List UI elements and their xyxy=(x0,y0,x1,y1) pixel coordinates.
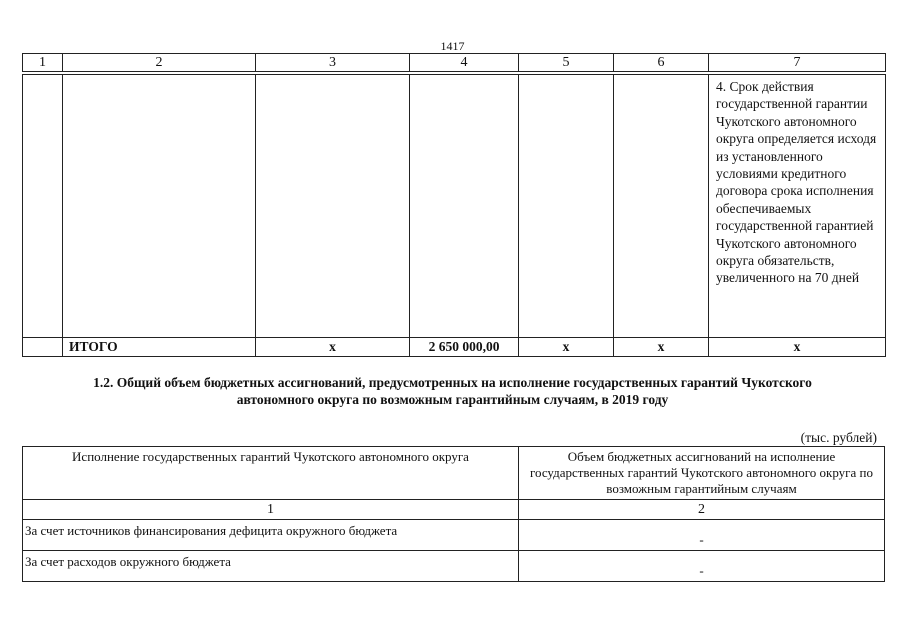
total-col7: x xyxy=(709,338,886,357)
total-amount: 2 650 000,00 xyxy=(410,338,519,357)
table-cell xyxy=(614,75,709,338)
column-number: 5 xyxy=(519,54,614,72)
column-number: 2 xyxy=(519,500,885,520)
table2 xyxy=(22,446,885,582)
column-number: 2 xyxy=(63,54,256,72)
total-col5: x xyxy=(519,338,614,357)
column-numbers-row xyxy=(23,500,885,520)
row-value: - xyxy=(519,551,885,582)
column-number: 1 xyxy=(23,54,63,72)
row-label: За счет расходов окружного бюджета xyxy=(23,551,519,582)
total-col3: x xyxy=(256,338,410,357)
header-col2: Объем бюджетных ассигнований на исполнение государственных гарантий Чукотского автономного округа по возможным гарантийным случаям xyxy=(519,447,885,500)
table-header-row xyxy=(23,447,885,500)
total-label: ИТОГО xyxy=(63,338,256,357)
table-cell xyxy=(256,75,410,338)
row-label: За счет источников финансирования дефицита окружного бюджета xyxy=(23,520,519,551)
page-number: 1417 xyxy=(440,39,465,53)
section-title-line1: 1.2. Общий объем бюджетных ассигнований, предусмотренных на исполнение государственных гарантий Чукотского xyxy=(93,375,812,390)
header-col1: Исполнение государственных гарантий Чукотского автономного округа xyxy=(23,447,519,500)
section-title xyxy=(30,374,875,408)
total-row xyxy=(23,338,886,357)
table1-body xyxy=(22,74,886,357)
section-title-line2: автономного округа по возможным гарантийным случаям, в 2019 году xyxy=(236,392,669,407)
table-row xyxy=(23,520,885,551)
column-number: 4 xyxy=(410,54,519,72)
table1-column-numbers xyxy=(22,53,886,72)
table-cell xyxy=(23,75,63,338)
table-cell xyxy=(63,75,256,338)
column-number: 3 xyxy=(256,54,410,72)
guarantee-condition-text: 4. Срок действия государственной гарантии Чукотского автономного округа определяется исходя из установленного условиями кредитного договора срока исполнения обеспечиваемых государственной гарантией Чукотского автономного округа обязательств, увеличенного на 70 дней xyxy=(709,75,886,338)
total-col6: x xyxy=(614,338,709,357)
units-label: (тыс. рублей) xyxy=(800,430,877,445)
table-cell xyxy=(519,75,614,338)
table-row xyxy=(23,75,886,338)
column-number: 1 xyxy=(23,500,519,520)
table-cell xyxy=(23,338,63,357)
row-value: - xyxy=(519,520,885,551)
column-number: 7 xyxy=(709,54,886,72)
table-row xyxy=(23,551,885,582)
table-cell xyxy=(410,75,519,338)
column-number: 6 xyxy=(614,54,709,72)
